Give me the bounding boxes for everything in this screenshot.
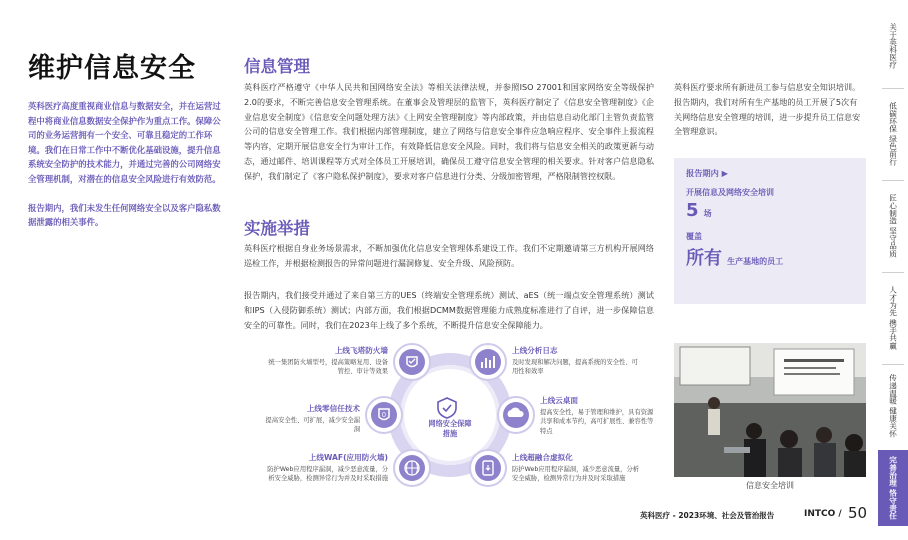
node-firewall-icon <box>394 344 430 380</box>
training-photo <box>674 343 866 477</box>
intro-paragraph-2: 报告期内，我们未发生任何网络安全以及客户隐私数据泄露的相关事件。 <box>28 202 221 228</box>
stat-1-unit: 场 <box>703 209 712 218</box>
node-title: 上线飞塔防火墙 <box>334 346 388 355</box>
node-hyperconverged-icon <box>470 450 506 486</box>
node-title: 上线分析日志 <box>512 346 558 355</box>
training-stats-box <box>674 158 866 304</box>
side-tab-talent[interactable]: 人才为先 携手共赢 <box>888 286 898 350</box>
side-tab-quality[interactable]: 匠心制造 坚守品质 <box>888 194 898 258</box>
node-firewall <box>264 345 388 377</box>
footer-report-name: 英科医疗 - 2023环境、社会及管治报告 <box>640 511 775 520</box>
training-text: 英科医疗要求所有新进员工参与信息安全知识培训。报告期内，我们对所有生产基地的员工开展了5次有关网络信息安全管理的培训，进一步提升员工信息安全管理意识。 <box>674 82 861 137</box>
node-waf <box>264 452 388 484</box>
side-nav <box>878 0 908 540</box>
management-text: 英科医疗严格遵守《中华人民共和国网络安全法》等相关法律法规，并参照ISO 27001和国家网络安全等级保护2.0的要求，不断完善信息安全管理系统。在董事会及管理层的监管下，英科医疗制定了《信息安全管理制度》《企业信息安全制度》《信息安全问题处理方法》《上网安全管理制度》等内部政策，并由信息自动化部门主管负责监管公司的信息安全管理工作。我们根据内部管理制度，建立了网络与信息安全事件应急响应程序、安全事件上报流程等内容，定期开展信息安全行为审计工作，有效降低信息安全风险。同时，我们将与信息安全相关的政策更新与动态，通过邮件、培训课程等方式对全体员工开展培训，确保员工遵守信息安全管理的相关要求。针对客户信息隐私保护，我们制定了《客户隐私保护制度》，要求对客户信息进行分类、分级加密管理，严格限制管控权限。 <box>244 82 654 181</box>
stat-2-value: 所有 <box>686 248 722 269</box>
node-log-analysis <box>512 345 638 377</box>
intro-section <box>28 99 222 244</box>
node-description: 防护Web应用程序漏洞，减少恶意流量，分析安全威胁，检测异常行为并及时采取措施 <box>267 466 388 483</box>
node-title: 上线云桌面 <box>540 396 578 405</box>
node-zero-trust <box>264 403 360 435</box>
node-waf-icon <box>394 450 430 486</box>
node-description: 统一集团防火墙型号，提高策略复用、设备管控、审计等效果 <box>268 359 388 376</box>
implementation-paragraph-1: 英科医疗根据自身业务场景需求，不断加强优化信息安全管理体系建设工作。我们不定期邀请第三方机构开展网络巡检工作，并根据检测报告的异常问题进行漏洞修复、安全升级、风险预防。 <box>244 243 654 268</box>
node-title: 上线WAF(应用防火墙) <box>308 453 388 462</box>
svg-text:0: 0 <box>382 412 386 419</box>
node-log-analysis-icon <box>470 344 506 380</box>
stat-1-label: 开展信息及网络安全培训 <box>686 188 774 197</box>
page-title: 维护信息安全 <box>28 53 196 84</box>
photo-caption: 信息安全培训 <box>746 481 794 490</box>
management-title: 信息管理 <box>244 57 310 76</box>
node-title: 上线超融合虚拟化 <box>512 453 573 462</box>
side-tab-about[interactable]: 关于英科医疗 <box>888 23 898 69</box>
stat-1-value: 5 <box>686 200 699 221</box>
side-divider <box>882 364 904 365</box>
shield-icon <box>434 397 460 419</box>
stat-2-label: 覆盖 <box>686 232 702 241</box>
stat-2-unit: 生产基地的员工 <box>727 257 784 266</box>
side-divider <box>882 180 904 181</box>
node-description: 防护Web应用程序漏洞，减少恶意流量，分析安全威胁，检测异常行为并及时采取措施 <box>512 466 640 483</box>
training-photo-image <box>674 343 866 477</box>
side-tab-environment[interactable]: 低碳环保 绿色前行 <box>888 102 898 166</box>
side-tab-community[interactable]: 传递温暖 健康关怀 <box>888 374 898 438</box>
node-cloud-desktop <box>540 395 656 436</box>
diagram-center-label: 网络安全保障措施 <box>428 419 472 438</box>
side-tab-governance[interactable]: 完善治理 恪守责任 <box>878 450 908 526</box>
node-description: 及时发现和解决问题，提高系统的安全性、可用性和效率 <box>512 359 638 376</box>
implementation-title: 实施举措 <box>244 219 310 238</box>
page-number: 50 <box>848 504 868 522</box>
implementation-paragraph-2: 报告期内，我们接受并通过了来自第三方的UES（终端安全管理系统）测试、aES（统一端点安全管理系统）测试和IPS（入侵防御系统）测试；内部方面，我们根据DCMM数据管理能力成熟度标准进行了自评，进一步保障信息安全的可靠性。同时，我们在2023年上线了多个系统，不断提升信息安全保障能力。 <box>244 290 654 330</box>
node-cloud-desktop-icon <box>498 397 534 433</box>
side-divider <box>882 272 904 273</box>
node-zero-trust-icon <box>366 397 402 433</box>
node-description: 提高安全性，易于管理和维护，具有资源共享和成本节约，高可扩展性、兼容性等特点 <box>540 409 654 435</box>
side-divider <box>882 88 904 89</box>
node-hyperconverged <box>512 452 642 484</box>
node-title: 上线零信任技术 <box>306 404 360 413</box>
stat-heading: 报告期内 ▶ <box>686 168 728 178</box>
security-measures-diagram <box>244 337 656 497</box>
node-description: 提高安全性、可扩展，减少安全漏洞 <box>265 417 360 434</box>
intro-paragraph-1: 英科医疗高度重视商业信息与数据安全，并在运营过程中将商业信息数据安全保护作为重点工作。保障公司的业务运营拥有一个安全、可靠且稳定的工作环境。我们在日常工作中不断优化基础设施，提升信息系统安全防护的技术能力，并通过完善的公司网络安全管理机制，对潜在的信息安全风险进行有效防范。 <box>28 101 221 184</box>
footer-brand: INTCO / <box>804 509 842 519</box>
